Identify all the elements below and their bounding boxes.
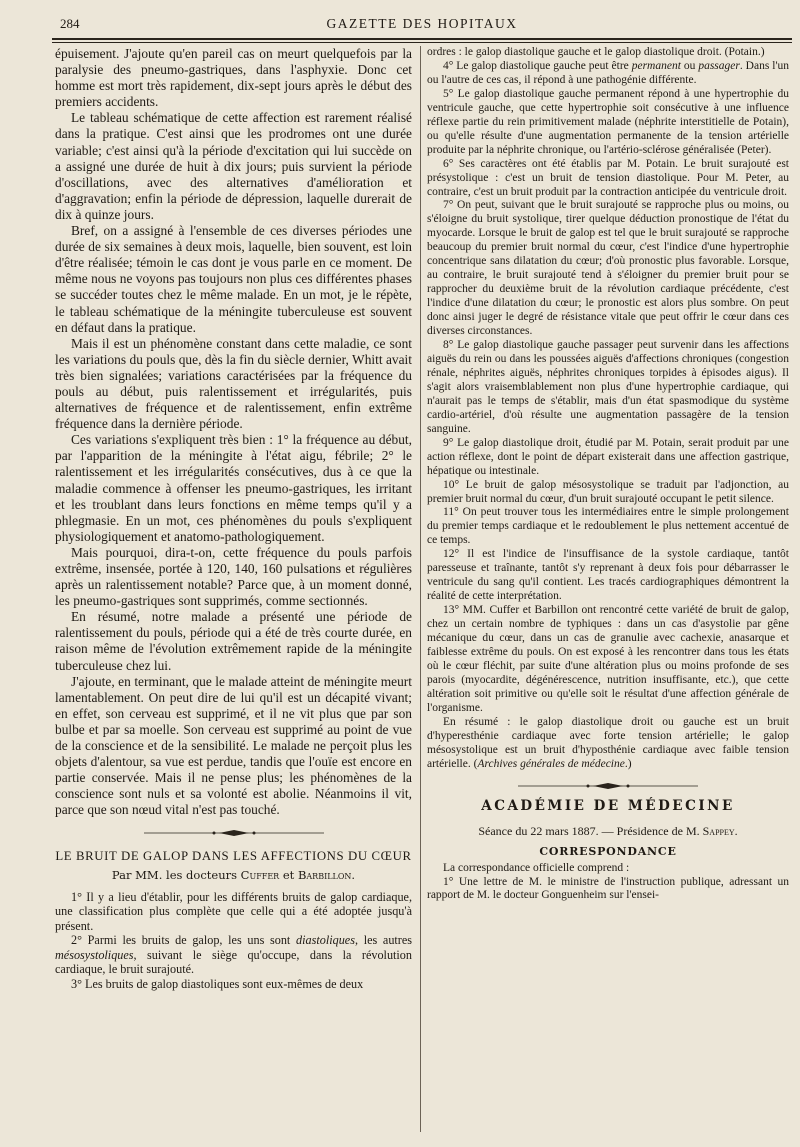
- paragraph: [55, 933, 412, 977]
- authors-suffix: .: [351, 867, 356, 882]
- paragraph: 7° On peut, suivant que le bruit surajouté se rapproche plus ou moins, ou s'éloigne du bruit systolique, tirer quelque déduction pronostique de l'état du myocarde. Lorsque le bruit de galop est tel que le bruit surajouté se rapproche beaucoup du premier bruit normal du cœur, c'est l'indice d'une hypertrophie concentrique sans dilatation du cœur; d'où pronostic plus favorable. Lorsque, au contraire, le bruit surajouté tend à s'éloigner du premier bruit pour se rapprocher du deuxième bruit de la révolution cardiaque précédente, c'est l'indice d'une dilatation du cœur; le pronostic est alors plus sombre. On peut donc ainsi juger le degré de résistance vitale que peut offrir le cœur dans ces diverses circonstances.: [427, 199, 789, 338]
- paragraph: La correspondance officielle comprend :: [443, 861, 630, 874]
- section-heading-academie: ACADÉMIE DE MÉDECINE: [481, 797, 735, 814]
- authors-prefix: Par MM. les docteurs: [111, 867, 238, 882]
- paragraph: Mais pourquoi, dira-t-on, cette fréquence du pouls parfois extrême, insensée, portée à 120, 140, 160 pulsations et régulières après un ralentissement notable? Parce que, à un moment donné, les pneumo-gastriques sont supprimés, comme sectionnés.: [55, 544, 412, 609]
- paragraph: 13° MM. Cuffer et Barbillon ont rencontré cette variété de bruit de galop, chez un certain nombre de typhiques : dans un cas d'asystolie par gêne mécanique du cœur, dans un cas de granulie avec cachexie, anasarque et faiblesse extrême du pouls. On est exposé à les rencontrer dans tous les états où le cœur fléchit, par suite d'une altération plus ou moins profonde de ses parois (myocardite, dégénérescence, nutrition insuffisante, etc.), que cette altération soit primitive ou qu'elle soit le résultat d'une affection générale de l'organisme.: [427, 604, 789, 714]
- paragraph: 10° Le bruit de galop mésosystolique se traduit par l'adjonction, au premier bruit normal du cœur, d'un bruit surajouté occupant le petit silence.: [427, 478, 789, 505]
- text-run: 2° Parmi les bruits de galop, les uns sont: [71, 933, 291, 948]
- paragraph: Mais il est un phénomène constant dans cette maladie, ce sont les variations du pouls que, dès la fin du siècle dernier, Whitt avait très bien signalées; variations caractérisées par la fréquence du pouls au début, puis ralentissement et irrégularités, puis alternatives de fréquence et de ralentissement, enfin extrême fréquence dans la dernière période.: [55, 335, 412, 432]
- text-run: En résumé : le galop diastolique droit ou gauche est un bruit d'hyperesthénie cardiaque avec forte tension artérielle; le galop mésosystolique est un bruit d'hyposthénie cardiaque avec faible tension artérielle. (: [427, 715, 789, 770]
- paragraph: J'ajoute, en terminant, que le malade atteint de méningite meurt lamentablement. On peut dire de lui qu'il est un décapité vivant; en effet, son cerveau est supprimé, et il ne vit plus que par son bulbe et par sa moelle. Son cerveau est supprimé au point de vue de la conscience et de la sensibilité. Le malade ne perçoit plus les objets d'alentour, sa vue est perdue, tandis que l'ouïe est encore en partie conservée. Mais il ne pense plus; les phénomènes de la conscience sont nuls et sa volonté est abolie. Néanmoins il vit, parce que son nœud vital n'est pas touché.: [55, 673, 412, 818]
- text-run: 4° Le galop diastolique gauche peut être: [443, 59, 629, 72]
- president-name: Sappey: [702, 823, 735, 838]
- paragraph: [427, 60, 789, 88]
- authors-conjunction: et: [282, 867, 295, 882]
- paragraph: 6° Ses caractères ont été établis par M. Potain. Le bruit surajouté est présystolique : c'est un bruit de tension diastolique. Pour M. Peter, au contraire, c'est un bruit produit par la contraction anticipée du ventricule droit.: [427, 157, 789, 198]
- text-run: .): [624, 757, 632, 770]
- text-run: .: [734, 823, 738, 838]
- journal-title: GAZETTE DES HOPITAUX: [326, 16, 518, 31]
- paragraph: 9° Le galop diastolique droit, étudié par M. Potain, serait produit par une action réflexe, dont le point de départ existerait dans une affection gastrique, hépatique ou intestinale.: [427, 436, 789, 477]
- summary-paragraph: [427, 716, 789, 772]
- paragraph: 1° Une lettre de M. le ministre de l'instruction publique, adressant un rapport de M. le docteur Gonguenheim sur l'ensei-: [427, 875, 789, 902]
- emphasis: mésosystoliques: [55, 947, 134, 962]
- header-rule: [52, 38, 792, 40]
- paragraph: 8° Le galop diastolique gauche passager peut survenir dans les affections aiguës du rein ou dans les poussées aiguës d'affections chroniques (congestion rénale, néphrites aiguës, néphrites chroniques torpides à épisodes aigus). Il s'agit alors vraisemblablement non plus d'une hypertrophie cardiaque, qui n'aurait pas le temps de s'établir, mais d'un état spasmodique du système cardio-artériel, d'où résulte une augmentation passagère de la tension sanguine.: [427, 339, 789, 435]
- text-run: ou: [683, 59, 696, 72]
- text-run: . Dans l'un ou l'autre de ces cas, il répond à une pathogénie différente.: [427, 59, 790, 86]
- paragraph: 1° Il y a lieu d'établir, pour les différents bruits de galop cardiaque, une classification plus complète que celle qui a été adoptée jusqu'à présent.: [55, 889, 412, 933]
- paragraph: Ces variations s'expliquent très bien : 1° la fréquence au début, par l'apparition de la méningite à l'état aigu, fébrile; 2° le ralentissement et les irrégularités consécutives, dus à ce que la maladie commence à offenser les pneumo-gastriques, les irritant et les troublant dans leurs fonctions en même temps qu'il y a phlegmasie. En un mot, ces phénomènes du pouls s'expliquent physiologiquement et anatomo-pathologiquement.: [55, 432, 412, 544]
- text-run: Séance du 22 mars 1887. — Présidence de M.: [478, 823, 700, 838]
- paragraph: 3° Les bruits de galop diastoliques sont eux-mêmes de deux: [71, 977, 364, 992]
- paragraph: épuisement. J'ajoute qu'en pareil cas on meurt quelquefois par la paralysie des pneumo-gastriques, dans l'asphyxie. Donc cet homme est mort très rapidement, dix-sept jours après le début des premiers accidents.: [55, 46, 412, 110]
- header-rule-thin: [52, 42, 792, 43]
- section-ornament: [144, 829, 324, 837]
- text-run: , suivant le siège qu'occupe, dans la révolution cardiaque, le bruit surajouté.: [55, 947, 412, 977]
- article-authors: [55, 868, 412, 882]
- paragraph: 12° Il est l'indice de l'insuffisance de la systole cardiaque, tantôt paresseuse et traînante, tantôt s'y reprenant à deux fois pour débarrasser le ventricule du sang qu'il contient. Les tracés cardiographiques démontrent la réalité de cette interprétation.: [427, 548, 789, 603]
- page-header: [52, 16, 792, 36]
- author-name: Cuffer: [240, 867, 280, 882]
- page-number: 284: [60, 16, 80, 31]
- article-title: LE BRUIT DE GALOP DANS LES AFFECTIONS DU CŒUR: [55, 848, 412, 863]
- paragraph: ordres : le galop diastolique gauche et le galop diastolique droit. (Potain.): [427, 46, 765, 58]
- column-divider: [420, 46, 421, 1132]
- seance-line: [427, 824, 789, 839]
- author-name: Barbillon: [297, 867, 352, 882]
- emphasis: diastoliques: [296, 933, 355, 948]
- text-run: , les autres: [354, 933, 413, 948]
- right-column: [427, 46, 789, 903]
- emphasis: Archives générales de médecine: [477, 757, 625, 770]
- paragraph: Le tableau schématique de cette affection est rarement réalisé dans la pratique. C'est ainsi que les prodromes ont une durée variable; c'est ainsi qu'à la période d'excitation qui lui succède on a assigné une durée de huit à dix jours; puis survient la période d'oscillations, avec des alternatives d'amélioration et d'aggravation; enfin la période de dépression, laquelle durerait de dix à quinze jours.: [55, 110, 412, 222]
- paragraph: Bref, on a assigné à l'ensemble de ces diverses périodes une durée de six semaines à deux mois, laquelle, bien souvent, est loin d'être réalisée; témoin le cas dont je vous parle en ce moment. De même nous ne voyons pas toujours non plus ces différentes phases se succéder toutes chez le même malade. En un mot, je le répète, le tableau schématique de la méningite tuberculeuse est souvent en défaut dans la pratique.: [55, 223, 412, 335]
- left-column: [55, 46, 412, 992]
- paragraph: En résumé, notre malade a présenté une période de ralentissement du pouls, période qui a été de très courte durée, en raison même de l'évolution extrêmement rapide de la méningite tuberculeuse chez lui.: [55, 609, 412, 673]
- emphasis: passager: [698, 59, 740, 72]
- section-ornament: [518, 782, 698, 790]
- correspondance-heading: CORRESPONDANCE: [539, 844, 677, 858]
- paragraph: 11° On peut trouver tous les intermédiaires entre le simple prolongement du premier temps cardiaque et le redoublement le plus nettement accentué de ce temps.: [427, 506, 789, 547]
- paragraph: 5° Le galop diastolique gauche permanent répond à une hypertrophie du ventricule gauche, que cette hypertrophie soit consécutive à une influence réflexe partie du rein primitivement malade (néphrite interstitielle de Potain), ou qu'elle résulte d'une augmentation permanente de la tension artérielle produite par la néphrite chronique, ou l'artério-sclérose généralisée (Peter).: [427, 87, 789, 156]
- emphasis: permanent: [631, 59, 681, 72]
